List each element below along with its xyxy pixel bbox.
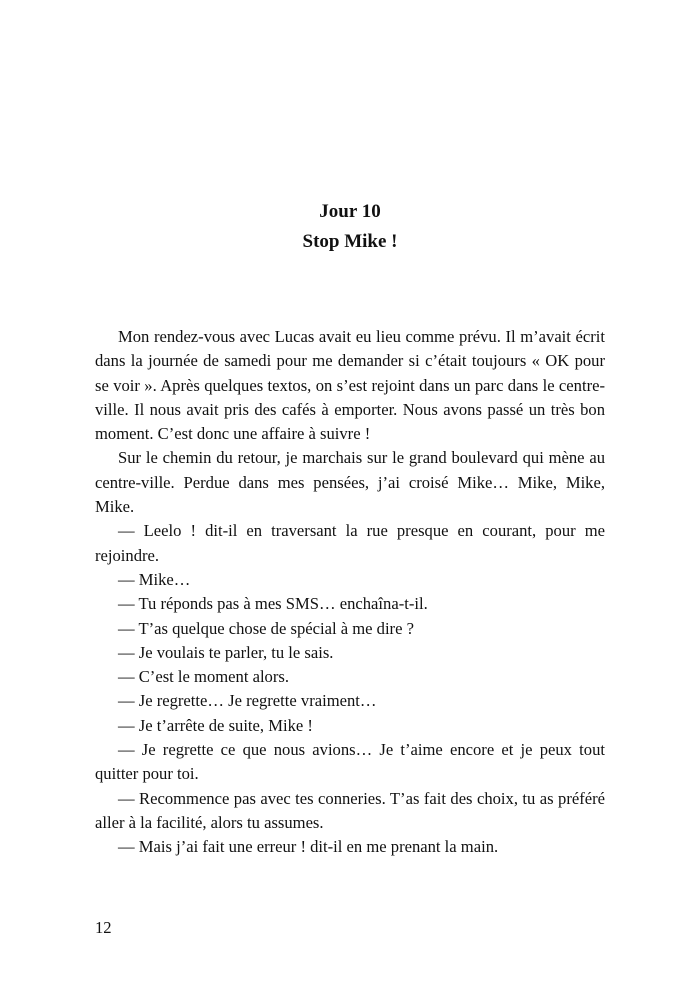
dialogue-line: — Je voulais te parler, tu le sais. xyxy=(118,642,334,662)
dialogue-line: — Je regrette… Je regrette vraiment… xyxy=(118,691,377,711)
chapter-title: Stop Mike ! xyxy=(302,231,398,252)
dialogue-line: — Tu réponds pas à mes SMS… enchaîna-t-il. xyxy=(118,594,428,614)
dialogue-line: — C’est le moment alors. xyxy=(118,667,289,687)
paragraph: Sur le chemin du retour, je marchais sur le grand boulevard qui mène au centre-ville. Perdue dans mes pensées, j’ai croisé Mike… Mike, Mike, Mike. xyxy=(95,448,605,517)
body-text xyxy=(95,325,605,860)
dialogue-line: — Leelo ! dit-il en traversant la rue presque en courant, pour me rejoindre. xyxy=(95,521,605,565)
dialogue-line: — Recommence pas avec tes conneries. T’as fait des choix, tu as préféré aller à la facilité, alors tu assumes. xyxy=(95,788,605,832)
dialogue-line: — Mais j’ai fait une erreur ! dit-il en me prenant la main. xyxy=(118,837,499,857)
paragraph: Mon rendez-vous avec Lucas avait eu lieu comme prévu. Il m’avait écrit dans la journée de samedi pour me demander si c’était toujours « OK pour se voir ». Après quelques textos, on s’est rejoint dans un parc dans le centre-ville. Il nous avait pris des cafés à emporter. Nous avons passé un très bon moment. C’est donc une affaire à suivre ! xyxy=(95,327,605,444)
page-number: 12 xyxy=(95,918,112,937)
dialogue-line: — T’as quelque chose de spécial à me dire ? xyxy=(118,618,414,638)
dialogue-line: — Mike… xyxy=(118,569,191,589)
chapter-number: Jour 10 xyxy=(319,201,381,222)
dialogue-line: — Je regrette ce que nous avions… Je t’aime encore et je peux tout quitter pour toi. xyxy=(95,740,605,784)
dialogue-line: — Je t’arrête de suite, Mike ! xyxy=(118,715,313,735)
